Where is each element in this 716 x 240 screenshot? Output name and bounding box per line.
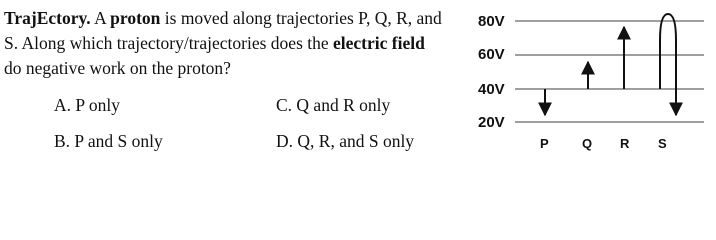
label-40v: 40V	[478, 81, 505, 98]
equipotential-figure	[472, 0, 716, 161]
trajectory-q-label: Q	[582, 136, 593, 151]
option-d[interactable]: D. Q, R, and S only	[276, 131, 415, 151]
question-title: TrajEctory.	[4, 8, 91, 28]
trajectory-r-label: R	[620, 136, 630, 151]
trajectory-s-arrow	[660, 14, 676, 115]
question-part1: A	[90, 8, 111, 28]
question-part2: is moved along trajectories P, Q, R, and S. Along which trajectory/trajectories does the	[4, 8, 442, 53]
trajectory-s-label: S	[658, 136, 667, 151]
question-part3: do negative work on the proton?	[4, 58, 231, 78]
label-60v: 60V	[478, 46, 505, 63]
trajectory-p-label: P	[540, 136, 549, 151]
question-proton: proton	[110, 8, 161, 28]
question-field: electric field	[333, 33, 425, 53]
label-20v: 20V	[478, 114, 505, 131]
option-a[interactable]: A. P only	[54, 95, 120, 115]
question-text	[4, 6, 444, 81]
option-c[interactable]: C. Q and R only	[276, 95, 391, 115]
option-b[interactable]: B. P and S only	[54, 131, 163, 151]
label-80v: 80V	[478, 13, 505, 30]
